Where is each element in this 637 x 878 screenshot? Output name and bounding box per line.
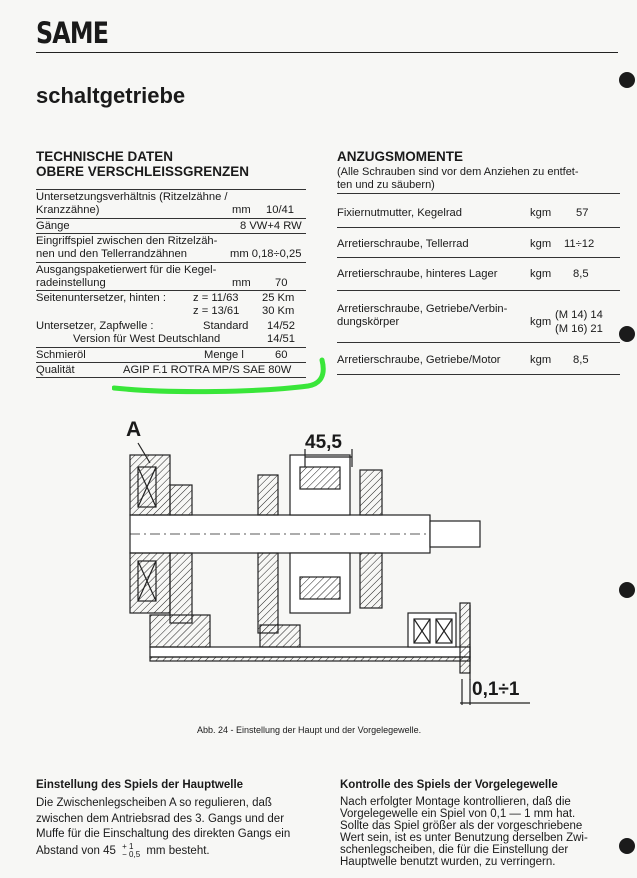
torque-row-unit: kgm: [530, 316, 552, 328]
tech-title-line1: TECHNISCHE DATEN: [36, 149, 174, 164]
main-shaft-text: [36, 796, 290, 859]
backlash-value: mm 0,18÷0,25: [230, 248, 302, 260]
table-rule: [36, 290, 306, 291]
quality-value: AGIP F.1 ROTRA MP/S SAE 80W: [123, 364, 292, 376]
binder-hole: [619, 326, 635, 342]
table-rule: [36, 218, 306, 219]
text-line: Wert sein, ist es unter Benutzung derselben Zwi-: [340, 832, 588, 844]
pto-west-germany-value: 14/51: [267, 333, 295, 345]
text-line: schenlegscheiben, die für die Einstellung der: [340, 844, 569, 856]
page-title: schaltgetriebe: [36, 83, 186, 108]
torque-row-value: 8,5: [573, 268, 589, 280]
pto-label: Untersetzer, Zapfwelle :: [36, 320, 154, 332]
torque-row-m14: (M 14) 14: [555, 309, 603, 321]
torque-row-label: Arretierschraube, Tellerrad: [337, 238, 469, 250]
distance-text: Abstand von 45: [36, 844, 116, 857]
oil-label: Schmieröl: [36, 349, 86, 361]
side-reducer-label: Seitenuntersetzer, hinten :: [36, 292, 166, 304]
binder-hole: [619, 72, 635, 88]
pto-standard-value: 14/52: [267, 320, 295, 332]
figure-dimension-bottom: 0,1÷1: [472, 679, 520, 700]
torque-row-value: 8,5: [573, 354, 589, 366]
torque-row-unit: kgm: [530, 238, 552, 250]
side-reducer-v1: 25 Km: [262, 292, 295, 304]
backlash-label-2: nen und den Tellerrandzähnen: [36, 248, 187, 260]
torque-row-unit: kgm: [530, 268, 552, 280]
text-line: Nach erfolgter Montage kontrollieren, daß die: [340, 796, 571, 808]
brand-logo: SAME: [36, 16, 109, 50]
text-line: Hauptwelle benutzt wurden, zu verringern.: [340, 856, 556, 868]
torque-row-label-2: dungskörper: [337, 316, 400, 328]
text-line: Vorgelegewelle ein Spiel von 0,1 — 1 mm hat.: [340, 808, 576, 820]
oil-quantity-value: 60: [275, 349, 288, 361]
torque-row-label-1: Arretierschraube, Getriebe/Verbin-: [337, 303, 508, 315]
torque-row-label: Arretierschraube, hinteres Lager: [337, 268, 498, 280]
tech-title-line2: OBERE VERSCHLEISSGRENZEN: [36, 164, 250, 179]
header-rule: [36, 52, 618, 53]
countershaft-title: Kontrolle des Spiels der Vorgelegewelle: [340, 779, 558, 791]
tolerance-minus: − 0,5: [122, 849, 141, 859]
torque-row-value: 11÷12: [564, 238, 595, 250]
text-line: zwischen dem Antriebsrad des 3. Gangs und der: [36, 812, 285, 825]
reduction-label-1: Untersetzungsverhältnis (Ritzelzähne /: [36, 191, 228, 203]
torque-row-unit: kgm: [530, 354, 552, 366]
figure-caption: Abb. 24 - Einstellung der Haupt und der Vorgelegewelle.: [197, 725, 422, 735]
tolerance: [122, 843, 140, 859]
reduction-label-2: Kranzzähne): [36, 204, 100, 216]
highlighter-mark: [112, 352, 332, 398]
quality-label: Qualität: [36, 364, 75, 376]
side-reducer-v2: 30 Km: [262, 305, 295, 317]
figure-dimension-top: 45,5: [305, 432, 342, 453]
torque-rule: [337, 227, 620, 228]
shim-label-2: radeinstellung: [36, 277, 106, 289]
gearbox-section-drawing: [90, 415, 530, 715]
pto-standard: Standard: [203, 320, 249, 332]
table-rule: [36, 347, 306, 348]
torque-row-m16: (M 16) 21: [555, 323, 603, 335]
torque-note-1: (Alle Schrauben sind vor dem Anziehen zu entfet-: [337, 166, 579, 178]
text-line: Sollte das Spiel größer als der vorgeschriebene: [340, 820, 583, 832]
reduction-unit: mm: [232, 204, 251, 216]
text-line: [36, 843, 290, 860]
torque-rule: [337, 193, 620, 194]
oil-quantity-label: Menge l: [204, 349, 244, 361]
torque-row-label: Fixiernutmutter, Kegelrad: [337, 207, 462, 219]
tech-data-title: [36, 149, 249, 179]
side-reducer-z2: z = 13/61: [193, 305, 240, 317]
binder-hole: [619, 582, 635, 598]
countershaft-text: [340, 796, 588, 868]
backlash-label-1: Eingriffspiel zwischen den Ritzelzäh-: [36, 235, 218, 247]
distance-unit-text: mm besteht.: [146, 844, 210, 857]
shim-value: 70: [275, 277, 288, 289]
torque-rule: [337, 290, 620, 291]
table-rule: [36, 189, 306, 190]
reduction-value: 10/41: [266, 204, 294, 216]
shim-label-1: Ausgangspaketierwert für die Kegel-: [36, 264, 217, 276]
table-rule: [36, 233, 306, 234]
torque-row-unit: kgm: [530, 207, 552, 219]
torque-rule: [337, 374, 620, 375]
gears-value: 8 VW+4 RW: [240, 220, 302, 232]
tolerance-plus: + 1: [122, 841, 134, 851]
side-reducer-z1: z = 11/63: [193, 292, 239, 304]
gears-label: Gänge: [36, 220, 70, 232]
pto-west-germany: Version für West Deutschland: [73, 333, 221, 345]
torque-rule: [337, 257, 620, 258]
binder-hole: [619, 838, 635, 854]
figure-label-a: A: [126, 418, 142, 441]
main-shaft-title: Einstellung des Spiels der Hauptwelle: [36, 779, 244, 791]
table-rule: [36, 262, 306, 263]
shim-unit: mm: [232, 277, 251, 289]
torque-row-value: 57: [576, 207, 589, 219]
text-line: Die Zwischenlegscheiben A so regulieren, daß: [36, 797, 272, 809]
text-line: Muffe für die Einschaltung des direkten Gangs ein: [36, 828, 291, 840]
torque-title: ANZUGSMOMENTE: [337, 149, 463, 164]
torque-rule: [337, 342, 620, 343]
torque-note-2: ten und zu säubern): [337, 179, 435, 191]
torque-row-label: Arretierschraube, Getriebe/Motor: [337, 354, 501, 366]
